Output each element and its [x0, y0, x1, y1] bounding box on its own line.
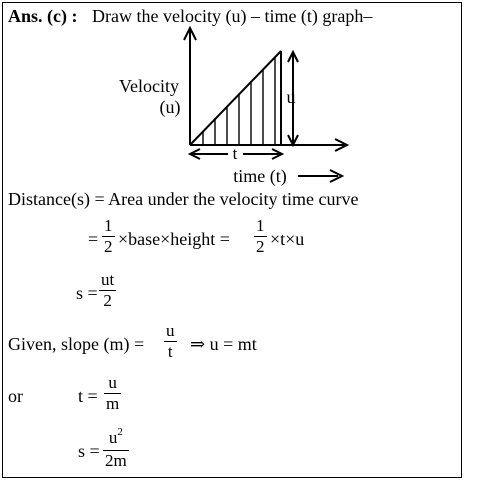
answer-label: Ans. (c) : [8, 6, 78, 26]
t-times-u-text: ×t×u [270, 229, 305, 249]
fraction-u2-over-2m: $\frac{u^2}{2m}$ [105, 426, 127, 470]
y-axis-label-line1: Velocity [119, 76, 179, 96]
area-hatching [203, 51, 281, 145]
s-equals-2: s = [78, 441, 100, 461]
height-label: u [286, 87, 296, 107]
velocity-time-graph [0, 0, 486, 200]
x-axis-label: time (t) [233, 166, 287, 186]
fraction-half: $\frac{1}{2}$ [104, 216, 113, 256]
fraction-u-over-m: $\frac{u}{m}$ [106, 373, 120, 413]
fraction-half-2: $\frac{1}{2}$ [256, 216, 265, 256]
fraction-u-over-t: $\frac{u}{t}$ [166, 321, 175, 361]
equals-sign: = [88, 229, 99, 249]
t-equals: t = [78, 386, 98, 406]
given-slope-text: Given, slope (m) = [8, 334, 145, 354]
distance-definition: Distance(s) = Area under the velocity time curve [8, 189, 359, 209]
or-text: or [8, 386, 23, 406]
velocity-line [190, 51, 281, 145]
y-axis-label-line2: (u) [159, 97, 181, 117]
implies-text: ⇒ u = mt [190, 334, 257, 354]
s-equals: s = [76, 283, 98, 303]
fraction-ut-over-2: $\frac{ut}{2}$ [101, 270, 115, 310]
base-height-text: ×base×height = [118, 229, 230, 249]
instruction-text: Draw the velocity (u) – time (t) graph– [92, 6, 373, 26]
base-label: t [232, 144, 238, 163]
